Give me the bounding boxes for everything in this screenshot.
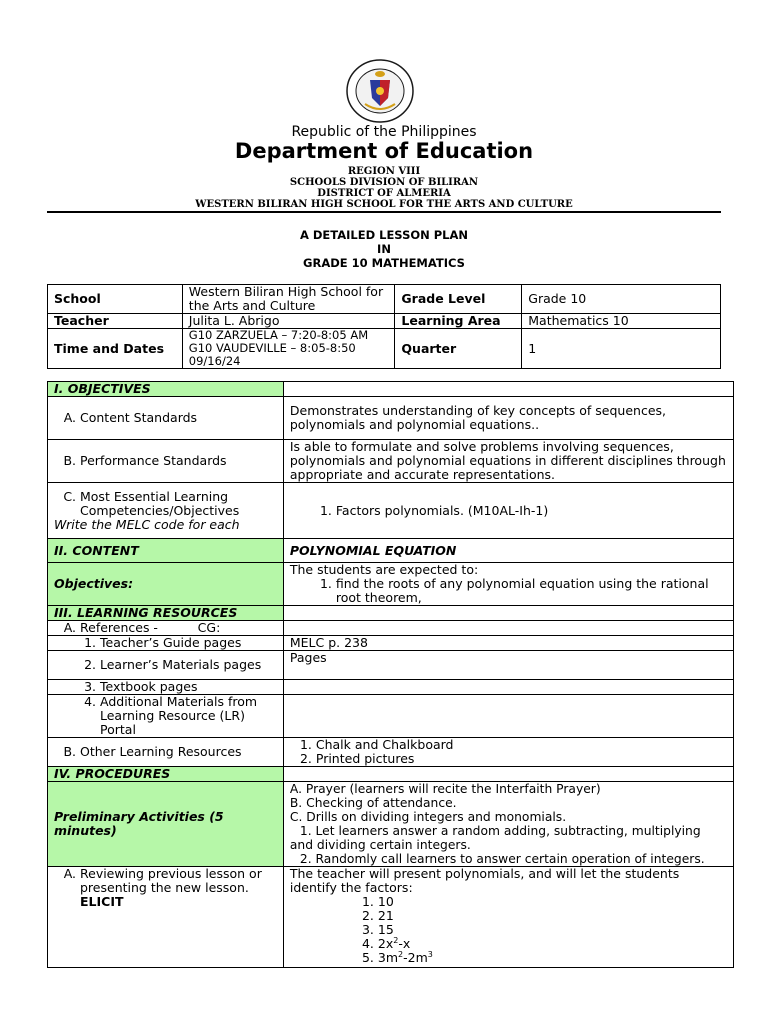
area-value: Mathematics 10 xyxy=(522,314,721,329)
republic-line: Republic of the Philippines xyxy=(291,124,477,140)
review-row xyxy=(48,867,284,968)
quarter-value: 1 xyxy=(522,329,721,369)
additional-blank xyxy=(283,695,733,738)
school-value: Western Biliran High School for the Arts and Culture xyxy=(182,285,395,314)
district-line: DISTRICT OF ALMERIA xyxy=(317,188,451,199)
school-label: School xyxy=(48,285,183,314)
factor-5-base: 3m xyxy=(377,950,399,965)
teacher-value: Julita L. Abrigo xyxy=(182,314,395,329)
factor-item: 1. 10 xyxy=(378,895,727,909)
factor-4-rest: -x xyxy=(398,936,411,951)
other-resources-row xyxy=(48,738,284,767)
additional-row xyxy=(48,695,284,738)
textbook-label: 3. Textbook pages xyxy=(100,680,277,694)
quarter-label: Quarter xyxy=(395,329,522,369)
header-divider xyxy=(47,211,721,213)
performance-standards-label: B. Performance Standards xyxy=(80,454,277,468)
content-standards-value: Demonstrates understanding of key concepts of sequences, polynomials and polynomial equations.. xyxy=(283,397,733,440)
objectives-heading: I. OBJECTIVES xyxy=(48,382,284,397)
review-tag: ELICIT xyxy=(80,894,124,909)
performance-standards-value: Is able to formulate and solve problems involving sequences, polynomials and polynomial equations in different disciplines through appropriate and accurate representations. xyxy=(283,440,733,483)
content-value: POLYNOMIAL EQUATION xyxy=(283,539,733,563)
time-line-2: G10 VAUDEVILLE – 8:05-8:50 xyxy=(188,341,356,355)
grade-value: Grade 10 xyxy=(522,285,721,314)
review-label xyxy=(80,867,277,909)
factor-5-rest: -2m xyxy=(403,950,428,965)
region-line: REGION VIII xyxy=(347,166,421,177)
objectives-item: 1. find the roots of any polynomial equation using the rational root theorem, xyxy=(336,577,727,605)
objectives-cell xyxy=(283,563,733,606)
lesson-plan-table xyxy=(47,381,734,968)
prelim-c: C. Drills on dividing integers and monomials. xyxy=(289,810,567,824)
tg-value: MELC p. 238 xyxy=(283,636,733,651)
factor-4-base: 2x xyxy=(377,936,394,951)
prelim-b: B. Checking of attendance. xyxy=(289,796,457,810)
content-standards-label: A. Content Standards xyxy=(80,411,277,425)
lm-label: 2. Learner’s Materials pages xyxy=(100,658,277,672)
other-resource-item: 2. Printed pictures xyxy=(316,752,727,766)
textbook-row xyxy=(48,680,284,695)
performance-standards-row xyxy=(48,440,284,483)
lesson-plan-title: A DETAILED LESSON PLAN xyxy=(299,228,469,242)
tg-label: 1. Teacher’s Guide pages xyxy=(100,636,277,650)
division-line: SCHOOLS DIVISION OF BILIRAN xyxy=(289,177,479,188)
content-heading: II. CONTENT xyxy=(48,539,284,563)
textbook-blank xyxy=(283,680,733,695)
other-resources-cell xyxy=(283,738,733,767)
tg-row xyxy=(48,636,284,651)
procedures-heading: IV. PROCEDURES xyxy=(48,767,284,782)
resources-heading-blank xyxy=(283,606,733,621)
department-title: Department of Education xyxy=(234,139,534,163)
other-resources-label: B. Other Learning Resources xyxy=(80,745,277,759)
objectives-label: Objectives: xyxy=(48,563,284,606)
factor-5-exp: 2 xyxy=(398,949,404,959)
deped-seal xyxy=(340,58,420,124)
factor-item xyxy=(378,951,727,965)
lesson-plan-in: IN xyxy=(377,242,391,256)
resources-heading: III. LEARNING RESOURCES xyxy=(48,606,284,621)
time-line-1: G10 ZARZUELA – 7:20-8:05 AM xyxy=(188,328,369,342)
grade-label: Grade Level xyxy=(395,285,522,314)
references-label: A. References - CG: xyxy=(80,621,277,635)
lm-row xyxy=(48,651,284,680)
factor-item: 2. 21 xyxy=(378,909,727,923)
melc-row xyxy=(48,483,284,539)
procedures-heading-blank xyxy=(283,767,733,782)
references-row xyxy=(48,621,284,636)
lesson-plan-subject: GRADE 10 MATHEMATICS xyxy=(303,256,465,270)
other-resource-item: 1. Chalk and Chalkboard xyxy=(316,738,727,752)
melc-note: Write the MELC code for each xyxy=(54,516,240,532)
time-line-3: 09/16/24 xyxy=(188,354,241,368)
prelim-c1: 1. Let learners answer a random adding, subtracting, multiplying and dividing certain integers. xyxy=(289,824,701,852)
melc-value-cell xyxy=(283,483,733,539)
info-table xyxy=(47,284,721,369)
references-blank xyxy=(283,621,733,636)
time-label: Time and Dates xyxy=(48,329,183,369)
objectives-intro: The students are expected to: xyxy=(289,562,479,577)
review-text: Reviewing previous lesson or presenting the new lesson. xyxy=(80,866,262,895)
lm-value: Pages xyxy=(283,651,733,680)
factor-4-exp: 2 xyxy=(393,935,399,945)
time-value xyxy=(182,329,395,369)
prelim-c2: 2. Randomly call learners to answer certain operation of integers. xyxy=(299,852,705,866)
objectives-heading-blank xyxy=(283,382,733,397)
factor-5-exp2: 3 xyxy=(427,949,433,959)
additional-label: 4. Additional Materials from Learning Resource (LR) Portal xyxy=(100,695,277,737)
factor-item: 3. 15 xyxy=(378,923,727,937)
melc-value: 1. Factors polynomials. (M10AL-Ih-1) xyxy=(336,504,727,518)
school-line: WESTERN BILIRAN HIGH SCHOOL FOR THE ARTS AND CULTURE xyxy=(195,199,573,210)
prelim-label: Preliminary Activities (5 minutes) xyxy=(48,782,284,867)
area-label: Learning Area xyxy=(395,314,522,329)
melc-label: C. Most Essential Learning Competencies/Objectives xyxy=(80,490,277,518)
teacher-label: Teacher xyxy=(48,314,183,329)
content-standards-row xyxy=(48,397,284,440)
prelim-a: A. Prayer (learners will recite the Interfaith Prayer) xyxy=(289,782,601,796)
prelim-cell xyxy=(283,782,733,867)
review-intro: The teacher will present polynomials, and will let the students identify the factors: xyxy=(289,866,680,895)
review-cell xyxy=(283,867,733,968)
